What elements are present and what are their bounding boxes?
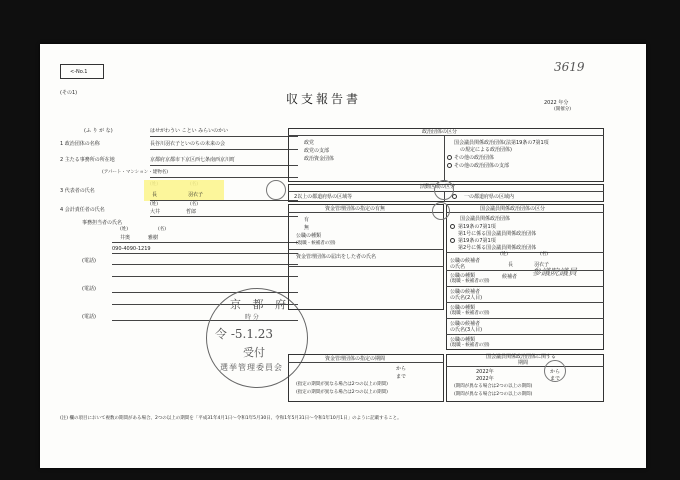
fund-person: 資金管理団体の届出をした者の氏名 [296, 254, 377, 260]
report-sheet [40, 44, 646, 468]
year-text: 2022 年分 [544, 100, 569, 106]
sheet-label: (その1) [60, 90, 78, 96]
rule [288, 362, 444, 363]
cand-label-2: の氏名 [450, 264, 466, 270]
cat-r1b: の規定による政治団体) [460, 147, 512, 153]
cat-r2-radio[interactable] [447, 155, 452, 160]
cand3-label: 公職の候補者 [450, 321, 481, 327]
period-right-note-1: (期間が異なる場合は2つの以上の期間) [454, 384, 533, 389]
rule [288, 266, 444, 267]
kind2-label: 公職の種類 [450, 305, 476, 311]
address-label: 2 主たる事務所の所在地 [60, 157, 115, 163]
diet-r3-radio[interactable] [450, 238, 455, 243]
phone-label-1: (電話) [82, 258, 96, 264]
phone-label-2: (電話) [82, 286, 96, 292]
rule [288, 249, 444, 250]
office-sei: 井奥 [120, 235, 131, 241]
fund-kind-label: 公職の種類 [296, 233, 322, 239]
apartment-label: (アパート・マンション・建物名) [102, 170, 168, 175]
diet-r2: 第1号に係る国会議員関係政治団体 [458, 231, 537, 237]
stamp-time: 時 分 [245, 314, 259, 321]
period-right-title-1: 国会議員関係政治団体に関する [486, 354, 557, 360]
fund-yes: 有 [304, 217, 310, 223]
cand2-sub: の氏名(2人目) [450, 295, 483, 301]
cand2-label: 公職の候補者 [450, 289, 481, 295]
org-name-label: 1 政治団体の名称 [60, 141, 100, 147]
cand-sei: 長 [508, 262, 514, 268]
kind3-note: (現職・候補者の別) [450, 343, 490, 348]
rule [288, 135, 604, 136]
rule [150, 149, 298, 150]
rule [446, 252, 604, 253]
period-right-title-2: 期間 [518, 360, 529, 366]
stamp-bottom: 選挙管理委員会 [220, 363, 283, 372]
page-title: 収支報告書 [286, 92, 362, 106]
rule [112, 264, 298, 265]
doc-number: 3619 [554, 60, 585, 74]
rule [112, 242, 298, 243]
rule [150, 177, 298, 178]
seal-mark-4 [544, 360, 566, 382]
seal-mark-1 [266, 180, 286, 200]
diet-r3: 第19条の7第1項 [458, 238, 496, 244]
acct-label: 4 会計責任者の氏名 [60, 207, 105, 213]
kind-label: 公職の種類 [450, 273, 476, 279]
seal-mark-2 [434, 180, 454, 200]
diet-r1-radio[interactable] [450, 224, 455, 229]
period-left-note-2: (指定の期間が異なる場合は2つの以上の期間) [296, 390, 388, 395]
phone-value-1: 090-4090-1219 [112, 246, 151, 252]
period-left-to: まで [396, 374, 407, 380]
year-sub: (開催分) [554, 107, 572, 112]
cand3-sub: の氏名(3人目) [450, 327, 483, 333]
rule [446, 318, 604, 319]
kind-cand: 候補者 [502, 274, 518, 280]
region-left: 2以上の都道府県の区域等 [294, 194, 353, 200]
acct-sei: 大井 [150, 209, 161, 215]
rule [446, 366, 604, 367]
cat-r2: その他の政治団体 [454, 155, 495, 161]
rule [112, 276, 298, 277]
kind-note: (現職・候補者の別) [450, 279, 490, 284]
office-label: 事務担当者の氏名 [82, 220, 123, 226]
rep-mei: 羽衣子 [188, 192, 204, 198]
period-left-from: から [396, 366, 407, 372]
furigana-label: (ふ り が な) [84, 128, 113, 134]
rep-sei: 長 [152, 192, 158, 198]
tab-label: <-No.1 [70, 69, 88, 75]
acct-mei: 哲郎 [186, 209, 197, 215]
period-right-to-year: 2022年 [476, 376, 494, 382]
cand-mei: 羽衣子 [534, 262, 550, 268]
office-mei-header: (名) [158, 227, 167, 232]
office-mei: 雅樹 [148, 235, 159, 241]
region-right: 一の都道府県の区域内 [464, 194, 515, 200]
address-value: 京都府京都市下京区西七条南西京川町 [150, 157, 236, 163]
rule [446, 212, 604, 213]
office-sei-header: (姓) [120, 227, 129, 232]
acct-mei-header: (名) [190, 202, 199, 207]
stamp-received: 受付 [243, 346, 265, 359]
category-title: 政治団体の区分 [422, 129, 458, 135]
rule [446, 286, 604, 287]
kind2-note: (現職・候補者の別) [450, 311, 490, 316]
rule [150, 216, 298, 217]
fund-no: 無 [304, 225, 310, 231]
region-title: 活動区域の区分 [420, 184, 456, 190]
acct-sei-header: (姓) [150, 202, 159, 207]
rep-label: 3 代表者の氏名 [60, 188, 95, 194]
diet-r4: 第2号に係る国会議員関係政治団体 [458, 245, 537, 251]
category-box [288, 128, 604, 182]
rule [444, 135, 445, 182]
cat-item-3: 政治資金団体 [304, 156, 335, 162]
cand-sei-header: (姓) [500, 252, 509, 257]
rule [150, 200, 298, 201]
kind-value: 参議院議員 [532, 268, 578, 278]
seal-mark-3 [432, 202, 450, 220]
rule [112, 253, 298, 254]
period-right-note-2: (期間が異なる場合は2つの以上の期間) [454, 392, 533, 397]
fund-title: 資金管理団体の指定の有無 [325, 206, 386, 212]
rule [446, 302, 604, 303]
phone-label-3: (電話) [82, 314, 96, 320]
cat-item-1: 政党 [304, 140, 315, 146]
rule [446, 334, 604, 335]
period-right-from: から [550, 369, 561, 375]
cat-r3: その他の政治団体の支部 [454, 163, 510, 169]
stamp-top: 京 都 府 [230, 298, 290, 311]
cand-mei-header: (名) [540, 252, 549, 257]
stamp-date: 令 -5.1.23 [215, 327, 274, 341]
rule [150, 165, 298, 166]
rule [288, 212, 444, 213]
fund-kind-note: (現職・候補者の別) [296, 241, 336, 246]
diet-title: 国会議員関係政治団体の区分 [480, 206, 546, 212]
rule [150, 136, 298, 137]
furigana-value: はせがわうい ことい みらいのかい [150, 128, 229, 134]
footnote: (注) 欄の項目において複数の期間がある場合、2つの以上の期間を「平成31年4月1日〜令和1年5月30日、令和1年5月31日〜令和1年10月1日」のように記載すること。 [60, 416, 402, 421]
kind3-label: 公職の種類 [450, 337, 476, 343]
cat-r1: 国会議員関係政治団体(法第19条の7第1項 [454, 140, 549, 146]
rule [446, 270, 604, 271]
period-right-to: まで [550, 376, 561, 382]
period-left-note-1: (指定の期間が異なる場合は2つの以上の期間) [296, 382, 388, 387]
cat-item-2: 政党の支部 [304, 148, 330, 154]
org-name-value: 長谷川羽衣子といのちの未来の会 [150, 141, 226, 147]
cand-label: 公職の候補者 [450, 258, 481, 264]
period-right-from-year: 2022年 [476, 369, 494, 375]
diet-q: 国会議員関係政治団体 [460, 216, 511, 222]
period-left-title: 資金管理団体の指定の期間 [325, 356, 386, 362]
diet-r1: 第19条の7第1項 [458, 224, 496, 230]
cat-r3-radio[interactable] [447, 163, 452, 168]
